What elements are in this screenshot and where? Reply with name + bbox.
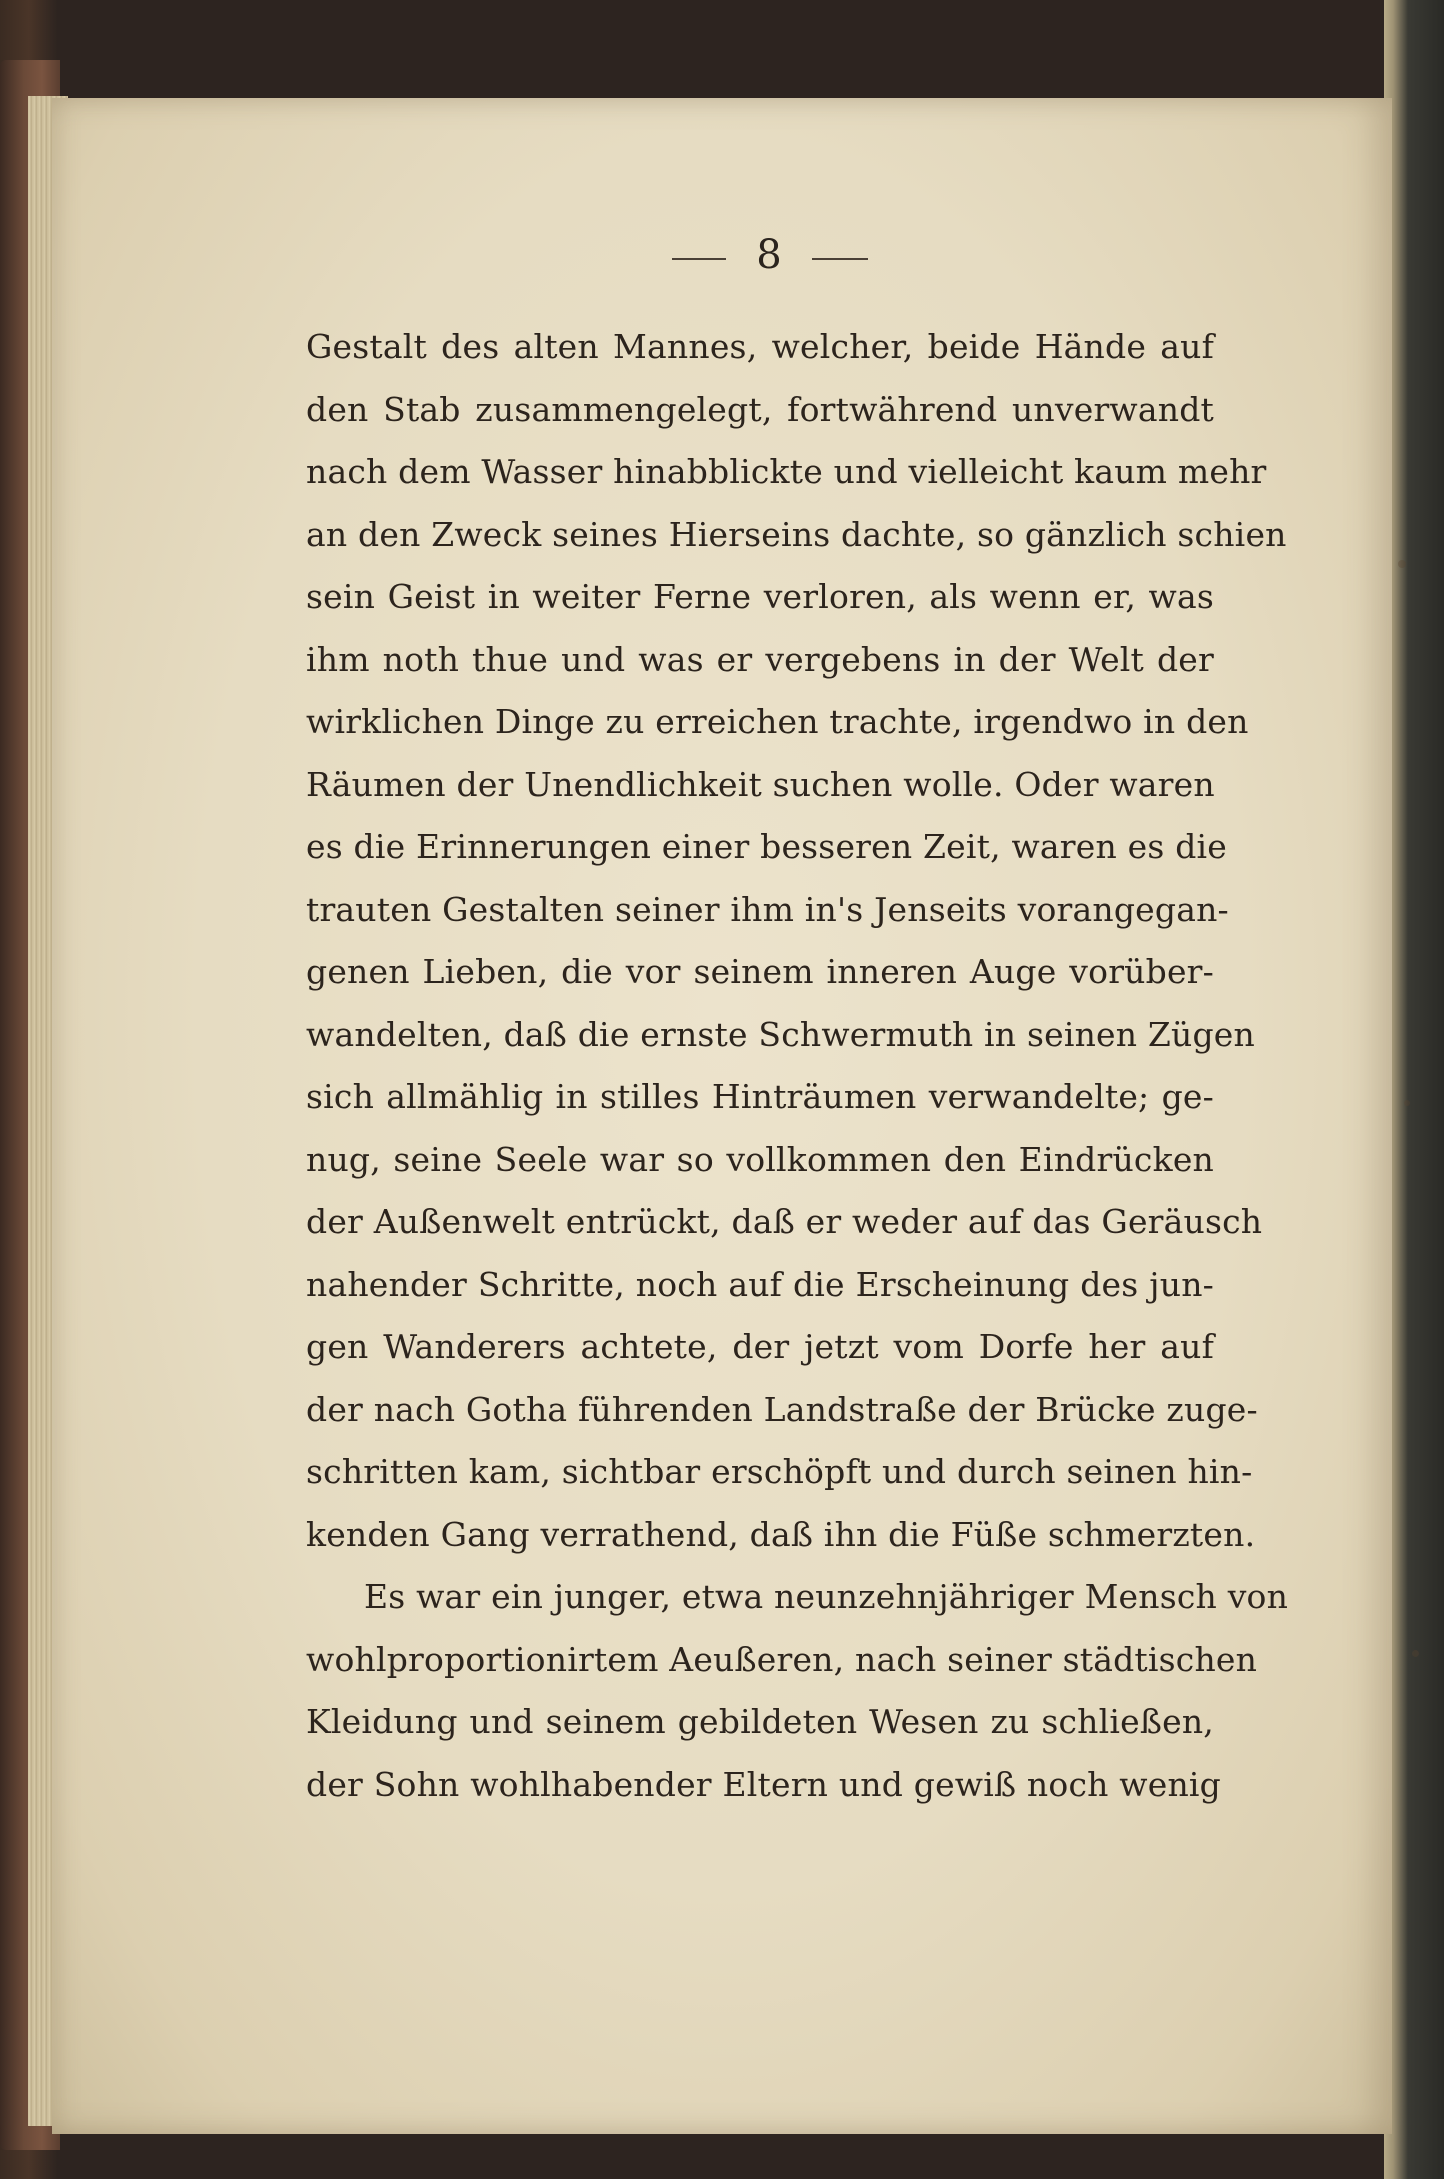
text-line: sich allmählig in stilles Hinträumen verwandelte; ge-	[306, 1077, 1214, 1116]
body-text	[306, 316, 1289, 1816]
paper-speck	[1404, 1100, 1410, 1106]
text-line: genen Lieben, die vor seinem inneren Auge vorüber-	[306, 952, 1214, 991]
text-line: Gestalt des alten Mannes, welcher, beide Hände auf	[306, 327, 1214, 366]
page-header	[0, 230, 1444, 280]
text-line: sein Geist in weiter Ferne verloren, als wenn er, was	[306, 577, 1214, 616]
text-line: wirklichen Dinge zu erreichen trachte, irgendwo in den	[306, 702, 1249, 741]
text-line: der Außenwelt entrückt, daß er weder auf das Geräusch	[306, 1202, 1263, 1241]
text-line: Kleidung und seinem gebildeten Wesen zu schließen,	[306, 1702, 1214, 1741]
text-line: wohlproportionirtem Aeußeren, nach seiner städtischen	[306, 1639, 1258, 1679]
paragraph-first-line: Es war ein junger, etwa neunzehnjähriger Mensch von	[364, 1577, 1289, 1616]
text-line: schritten kam, sichtbar erschöpft und durch seinen hin-	[306, 1452, 1253, 1491]
text-line: wandelten, daß die ernste Schwermuth in seinen Zügen	[306, 1014, 1255, 1054]
text-line: an den Zweck seines Hierseins dachte, so gänzlich schien	[306, 514, 1287, 554]
book-right-edge	[1384, 0, 1444, 2179]
text-line: trauten Gestalten seiner ihm in's Jenseits vorangegan-	[306, 889, 1229, 929]
header-rule-left	[672, 258, 726, 260]
text-line: es die Erinnerungen einer besseren Zeit, waren es die	[306, 827, 1228, 866]
header-rule-right	[812, 258, 868, 260]
text-line: nahender Schritte, noch auf die Erscheinung des jun-	[306, 1264, 1214, 1304]
text-line: gen Wanderers achtete, der jetzt vom Dorfe her auf	[306, 1327, 1214, 1366]
page-number: 8	[756, 232, 782, 278]
paper-speck	[1398, 560, 1406, 568]
text-line: nach dem Wasser hinabblickte und vielleicht kaum mehr	[306, 452, 1267, 491]
text-line: ihm noth thue und was er vergebens in der Welt der	[306, 639, 1214, 679]
paper-speck	[1412, 1650, 1419, 1657]
text-line: kenden Gang verrathend, daß ihn die Füße schmerzten.	[306, 1514, 1256, 1554]
text-line: nug, seine Seele war so vollkommen den Eindrücken	[306, 1139, 1214, 1179]
text-line: Räumen der Unendlichkeit suchen wolle. Oder waren	[306, 764, 1215, 804]
text-line: den Stab zusammengelegt, fortwährend unverwandt	[306, 389, 1214, 429]
text-line: der Sohn wohlhabender Eltern und gewiß noch wenig	[306, 1764, 1221, 1804]
text-line: der nach Gotha führenden Landstraße der Brücke zuge-	[306, 1389, 1258, 1429]
